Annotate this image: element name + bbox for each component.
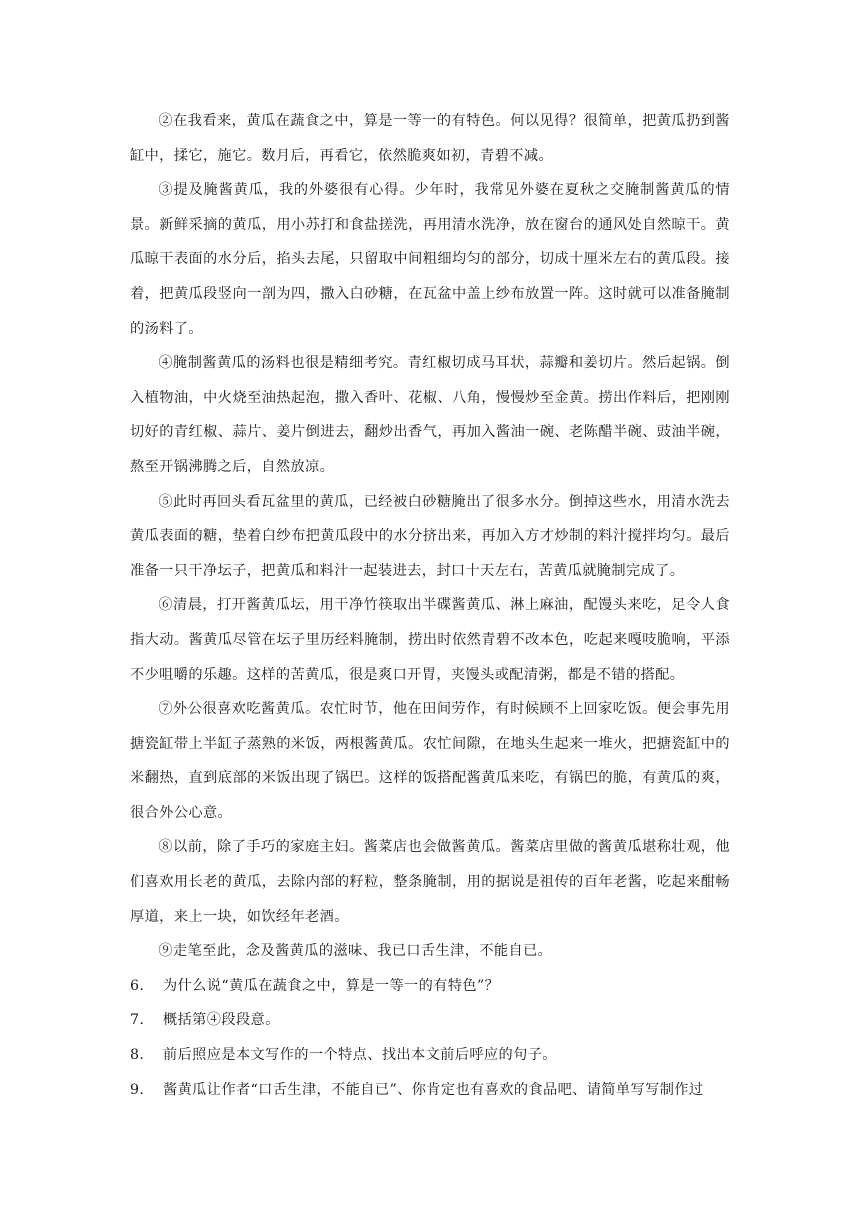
- question-number: 8.: [130, 1047, 145, 1064]
- paragraph-9: ⑨走笔至此，念及酱黄瓜的滋味、我已口舌生津，不能自已。: [158, 943, 553, 960]
- question-number: 6.: [130, 977, 145, 994]
- paragraph-2: ②在我看来，黄瓜在蔬食之中，算是一等一的有特色。何以见得？很简单，把黄瓜扔到酱缸中，揉它，施它。数月后，再看它，依然脆爽如初，青碧不减。: [130, 113, 730, 164]
- question-7: [130, 1003, 730, 1038]
- question-9: [130, 1073, 730, 1108]
- paragraph-3: ③提及腌酱黄瓜，我的外婆很有心得。少年时，我常见外婆在夏秋之交腌制酱黄瓜的情景。新鲜采摘的黄瓜，用小苏打和食盐搓洗，再用清水洗净，放在窗台的通风处自然晾干。黄瓜晾干表面的水分后，掐头去尾，只留取中间粗细均匀的部分，切成十厘米左右的黄瓜段。接着，把黄瓜段竖向一剖为四，撒入白砂糖，在瓦盆中盖上纱布放置一阵。这时就可以准备腌制的汤料了。: [130, 182, 730, 337]
- paragraph-7: ⑦外公很喜欢吃酱黄瓜。农忙时节，他在田间劳作，有时候顾不上回家吃饭。便会事先用搪瓷缸带上半缸子蒸熟的米饭，两根酱黄瓜。农忙间隙，在地头生起来一堆火，把搪瓷缸中的米翻热，直到底部的米饭出现了锅巴。这样的饭搭配酱黄瓜来吃，有锅巴的脆，有黄瓜的爽，很合外公心意。: [130, 701, 730, 821]
- paragraph-8: ⑧以前，除了手巧的家庭主妇。酱菜店也会做酱黄瓜。酱菜店里做的酱黄瓜堪称壮观，他们喜欢用长老的黄瓜，去除内部的籽粒，整条腌制，用的据说是祖传的百年老酱，吃起来酣畅厚道，来上一块，如饮经年老酒。: [130, 839, 730, 925]
- paragraph-5: ⑤此时再回头看瓦盆里的黄瓜，已经被白砂糖腌出了很多水分。倒掉这些水，用清水洗去黄瓜表面的糖，垫着白纱布把黄瓜段中的水分挤出来，再加入方才炒制的料汁搅拌均匀。最后准备一只干净坛子，把黄瓜和料汁一起装进去，封口十天左右，苦黄瓜就腌制完成了。: [130, 493, 730, 579]
- question-number: 7.: [130, 1012, 145, 1029]
- question-number: 9.: [130, 1081, 145, 1098]
- question-6: [130, 969, 730, 1004]
- document-page: [130, 104, 730, 1107]
- paragraph-6: ⑥清晨，打开酱黄瓜坛，用干净竹筷取出半碟酱黄瓜、淋上麻油，配馒头来吃，足令人食指大动。酱黄瓜尽管在坛子里历经料腌制，捞出时依然青碧不改本色，吃起来嘎吱脆响，平添不少咀嚼的乐趣。这样的苦黄瓜，很是爽口开胃，夹馒头或配清粥，都是不错的搭配。: [130, 597, 730, 683]
- question-text: 酱黄瓜让作者“口舌生津，不能自已”、你肯定也有喜欢的食品吧、请简单写写制作过: [163, 1081, 704, 1098]
- paragraph-4: ④腌制酱黄瓜的汤料也很是精细考究。青红椒切成马耳状，蒜瓣和姜切片。然后起锅。倒入植物油，中火烧至油热起泡，撒入香叶、花椒、八角，慢慢炒至金黄。捞出作料后，把刚刚切好的青红椒、蒜片、姜片倒进去，翻炒出香气，再加入酱油一碗、老陈醋半碗、豉油半碗，熬至开锅沸腾之后，自然放凉。: [130, 355, 730, 475]
- question-text: 为什么说“黄瓜在蔬食之中，算是一等一的有特色”？: [163, 977, 500, 994]
- question-text: 概括第④段段意。: [163, 1012, 280, 1029]
- question-8: [130, 1038, 730, 1073]
- question-text: 前后照应是本文写作的一个特点、找出本文前后呼应的句子。: [163, 1047, 557, 1064]
